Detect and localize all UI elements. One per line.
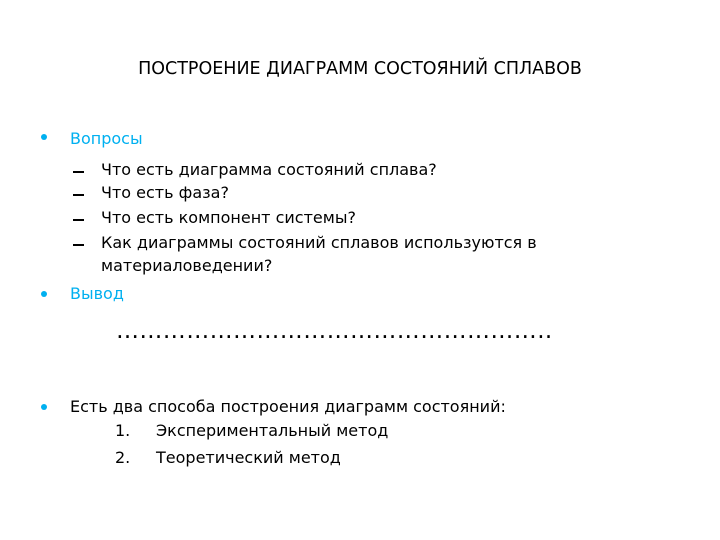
- conclusion-heading: Вывод: [70, 284, 124, 303]
- question-item-4: Как диаграммы состояний сплавов используются в: [101, 233, 537, 252]
- dash-icon: [73, 194, 84, 196]
- question-item-3: Что есть компонент системы?: [101, 208, 356, 227]
- method-number-1: 1.: [115, 421, 131, 440]
- method-item-1: Экспериментальный метод: [156, 421, 389, 440]
- dash-icon: [73, 244, 84, 246]
- methods-intro: Есть два способа построения диаграмм состояний:: [70, 397, 506, 416]
- question-item-2: Что есть фаза?: [101, 183, 229, 202]
- method-item-2: Теоретический метод: [156, 448, 341, 467]
- dash-icon: [73, 219, 84, 221]
- method-number-2: 2.: [115, 448, 131, 467]
- question-item-4-continuation: материаловедении?: [101, 256, 273, 275]
- question-item-1: Что есть диаграмма состояний сплава?: [101, 160, 437, 179]
- bullet-dot-icon: [41, 134, 47, 140]
- conclusion-placeholder: ………………………………………………..: [116, 318, 553, 344]
- questions-heading: Вопросы: [70, 129, 143, 148]
- slide-title: ПОСТРОЕНИЕ ДИАГРАММ СОСТОЯНИЙ СПЛАВОВ: [138, 59, 582, 79]
- bullet-dot-icon: [41, 404, 47, 410]
- bullet-dot-icon: [41, 291, 47, 297]
- dash-icon: [73, 171, 84, 173]
